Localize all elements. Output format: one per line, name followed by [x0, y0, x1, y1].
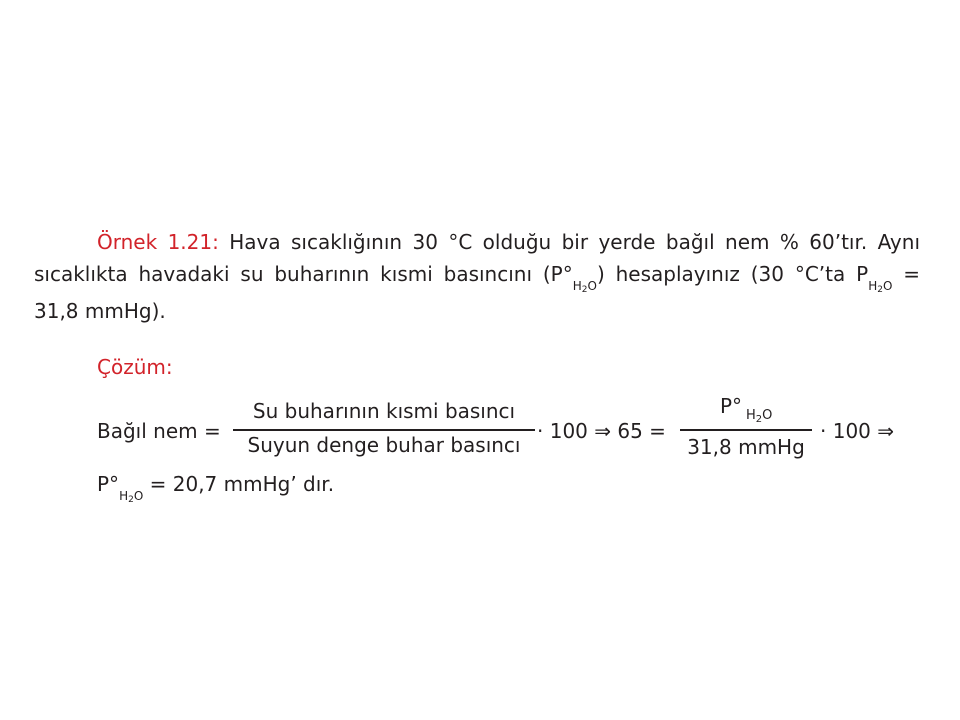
bagil-nem-label: Bağıl nem =	[97, 419, 221, 443]
example-text-3: = 31,8 mmHg).	[34, 262, 921, 323]
h2o-subscript: H2O	[119, 489, 144, 505]
fraction1-line	[233, 429, 535, 431]
result-text: = 20,7 mmHg’ dır.	[143, 472, 335, 496]
p-symbol: P	[856, 262, 869, 286]
h2o-subscript: H2O	[572, 279, 597, 295]
example-label: Örnek 1.21:	[97, 230, 219, 254]
fraction2-numerator-p: P°	[720, 394, 743, 418]
fraction2-line	[680, 429, 812, 431]
equation-end: · 100 ⇒	[820, 419, 895, 443]
result-line	[97, 470, 334, 503]
h2o-subscript: $H_2O$	[746, 408, 773, 425]
result-p: P°	[97, 472, 120, 496]
example-paragraph	[34, 226, 920, 327]
fraction2-denominator: 31,8 mmHg	[687, 435, 805, 459]
equation-middle: · 100 ⇒ 65 =	[537, 419, 666, 443]
fraction1-numerator: Su buharının kısmi basıncı	[252, 399, 516, 423]
example-text-2: ) hesaplayınız (30 °C’ta	[596, 262, 846, 286]
fraction1-denominator: Suyun denge buhar basıncı	[247, 433, 521, 457]
example-text-1: Hava sıcaklığının 30 °C olduğu bir yerde bağıl nem % 60’tır. Aynı sıcaklıkta havadaki su buharının kısmi basıncını (P°	[34, 230, 920, 286]
h2o-subscript: H2O	[868, 279, 893, 295]
solution-label: Çözüm:	[97, 355, 173, 379]
